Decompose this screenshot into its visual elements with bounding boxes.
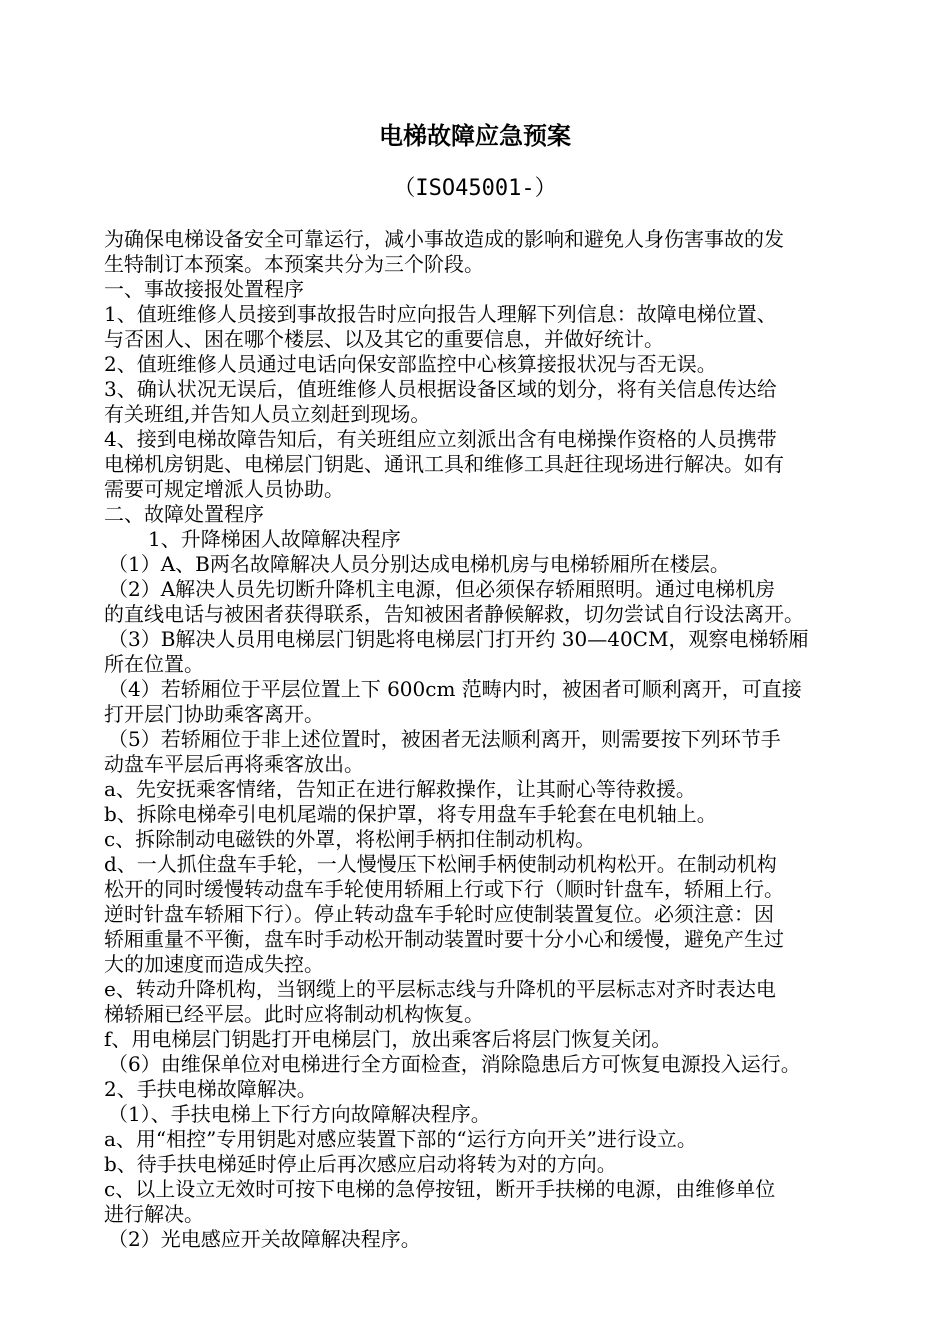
body-line: 3、确认状况无误后，值班维修人员根据设备区域的划分，将有关信息传达给 <box>104 377 777 401</box>
body-line: （2）A解决人员先切断升降机主电源，但必须保存轿厢照明。通过电梯机房 <box>108 577 776 601</box>
body-line: 需要可规定增派人员协助。 <box>104 477 344 501</box>
section-heading: 二、故障处置程序 <box>104 502 264 526</box>
body-line: 动盘车平层后再将乘客放出。 <box>104 752 364 776</box>
body-line: （2）光电感应开关故障解决程序。 <box>108 1227 421 1251</box>
document-body <box>104 227 864 1252</box>
body-line: （3）B解决人员用电梯层门钥匙将电梯层门打开约 30—40CM，观察电梯轿厢 <box>108 627 809 651</box>
body-line: 松开的同时缓慢转动盘车手轮使用轿厢上行或下行（顺时针盘车，轿厢上行。 <box>104 877 784 901</box>
body-line: e、转动升降机构，当钢缆上的平层标志线与升降机的平层标志对齐时表达电 <box>104 977 776 1001</box>
body-line: 的直线电话与被困者获得联系，告知被困者静候解救，切勿尝试自行设法离开。 <box>104 602 804 626</box>
body-line: 梯轿厢已经平层。此时应将制动机构恢复。 <box>104 1002 484 1026</box>
body-line: 所在位置。 <box>104 652 204 676</box>
body-line: b、待手扶电梯延时停止后再次感应启动将转为对的方向。 <box>104 1152 617 1176</box>
document-subtitle: （ISO45001-） <box>393 176 557 201</box>
body-line: c、拆除制动电磁铁的外罩，将松闸手柄扣住制动机构。 <box>104 827 596 851</box>
subsection-heading: 1、升降梯困人故障解决程序 <box>148 527 401 551</box>
body-line: 1、值班维修人员接到事故报告时应向报告人理解下列信息：故障电梯位置、 <box>104 302 777 326</box>
body-line: 4、接到电梯故障告知后，有关班组应立刻派出含有电梯操作资格的人员携带 <box>104 427 777 451</box>
body-line: 逆时针盘车轿厢下行）。停止转动盘车手轮时应使制装置复位。必须注意：因 <box>104 902 774 926</box>
body-line: （4）若轿厢位于平层位置上下 600cm 范畴内时，被困者可顺利离开，可直接 <box>108 677 802 701</box>
body-line: 大的加速度而造成失控。 <box>104 952 324 976</box>
document-title: 电梯故障应急预案 <box>379 122 571 150</box>
body-line: （1）、手扶电梯上下行方向故障解决程序。 <box>108 1102 491 1126</box>
body-line: c、以上设立无效时可按下电梯的急停按钮，断开手扶梯的电源，由维修单位 <box>104 1177 776 1201</box>
body-line: 生特制订本预案。本预案共分为三个阶段。 <box>104 252 484 276</box>
body-line: 打开层门协助乘客离开。 <box>104 702 324 726</box>
body-line: 有关班组,并告知人员立刻赶到现场。 <box>104 402 431 426</box>
body-line: a、先安抚乘客情绪，告知正在进行解救操作，让其耐心等待救援。 <box>104 777 696 801</box>
subsection-heading: 2、手扶电梯故障解决。 <box>104 1077 317 1101</box>
body-line: 2、值班维修人员通过电话向保安部监控中心核算接报状况与否无误。 <box>104 352 717 376</box>
body-line: （6）由维保单位对电梯进行全方面检查，消除隐患后方可恢复电源投入运行。 <box>108 1052 801 1076</box>
body-line: 进行解决。 <box>104 1202 204 1226</box>
body-line: b、拆除电梯牵引电机尾端的保护罩，将专用盘车手轮套在电机轴上。 <box>104 802 717 826</box>
body-line: f、用电梯层门钥匙打开电梯层门，放出乘客后将层门恢复关闭。 <box>104 1027 672 1051</box>
body-line: 与否困人、困在哪个楼层、以及其它的重要信息，并做好统计。 <box>104 327 664 351</box>
body-line: a、用“相控”专用钥匙对感应装置下部的“运行方向开关”进行设立。 <box>104 1127 697 1151</box>
body-line: 为确保电梯设备安全可靠运行，减小事故造成的影响和避免人身伤害事故的发 <box>104 227 784 251</box>
body-line: 轿厢重量不平衡，盘车时手动松开制动装置时要十分小心和缓慢，避免产生过 <box>104 927 784 951</box>
body-line: d、一人抓住盘车手轮，一人慢慢压下松闸手柄使制动机构松开。在制动机构 <box>104 852 777 876</box>
body-line: （1）A、B两名故障解决人员分别达成电梯机房与电梯轿厢所在楼层。 <box>108 552 730 576</box>
body-line: （5）若轿厢位于非上述位置时，被困者无法顺利离开，则需要按下列环节手 <box>108 727 781 751</box>
body-line: 电梯机房钥匙、电梯层门钥匙、通讯工具和维修工具赶往现场进行解决。如有 <box>104 452 784 476</box>
section-heading: 一、事故接报处置程序 <box>104 277 304 301</box>
